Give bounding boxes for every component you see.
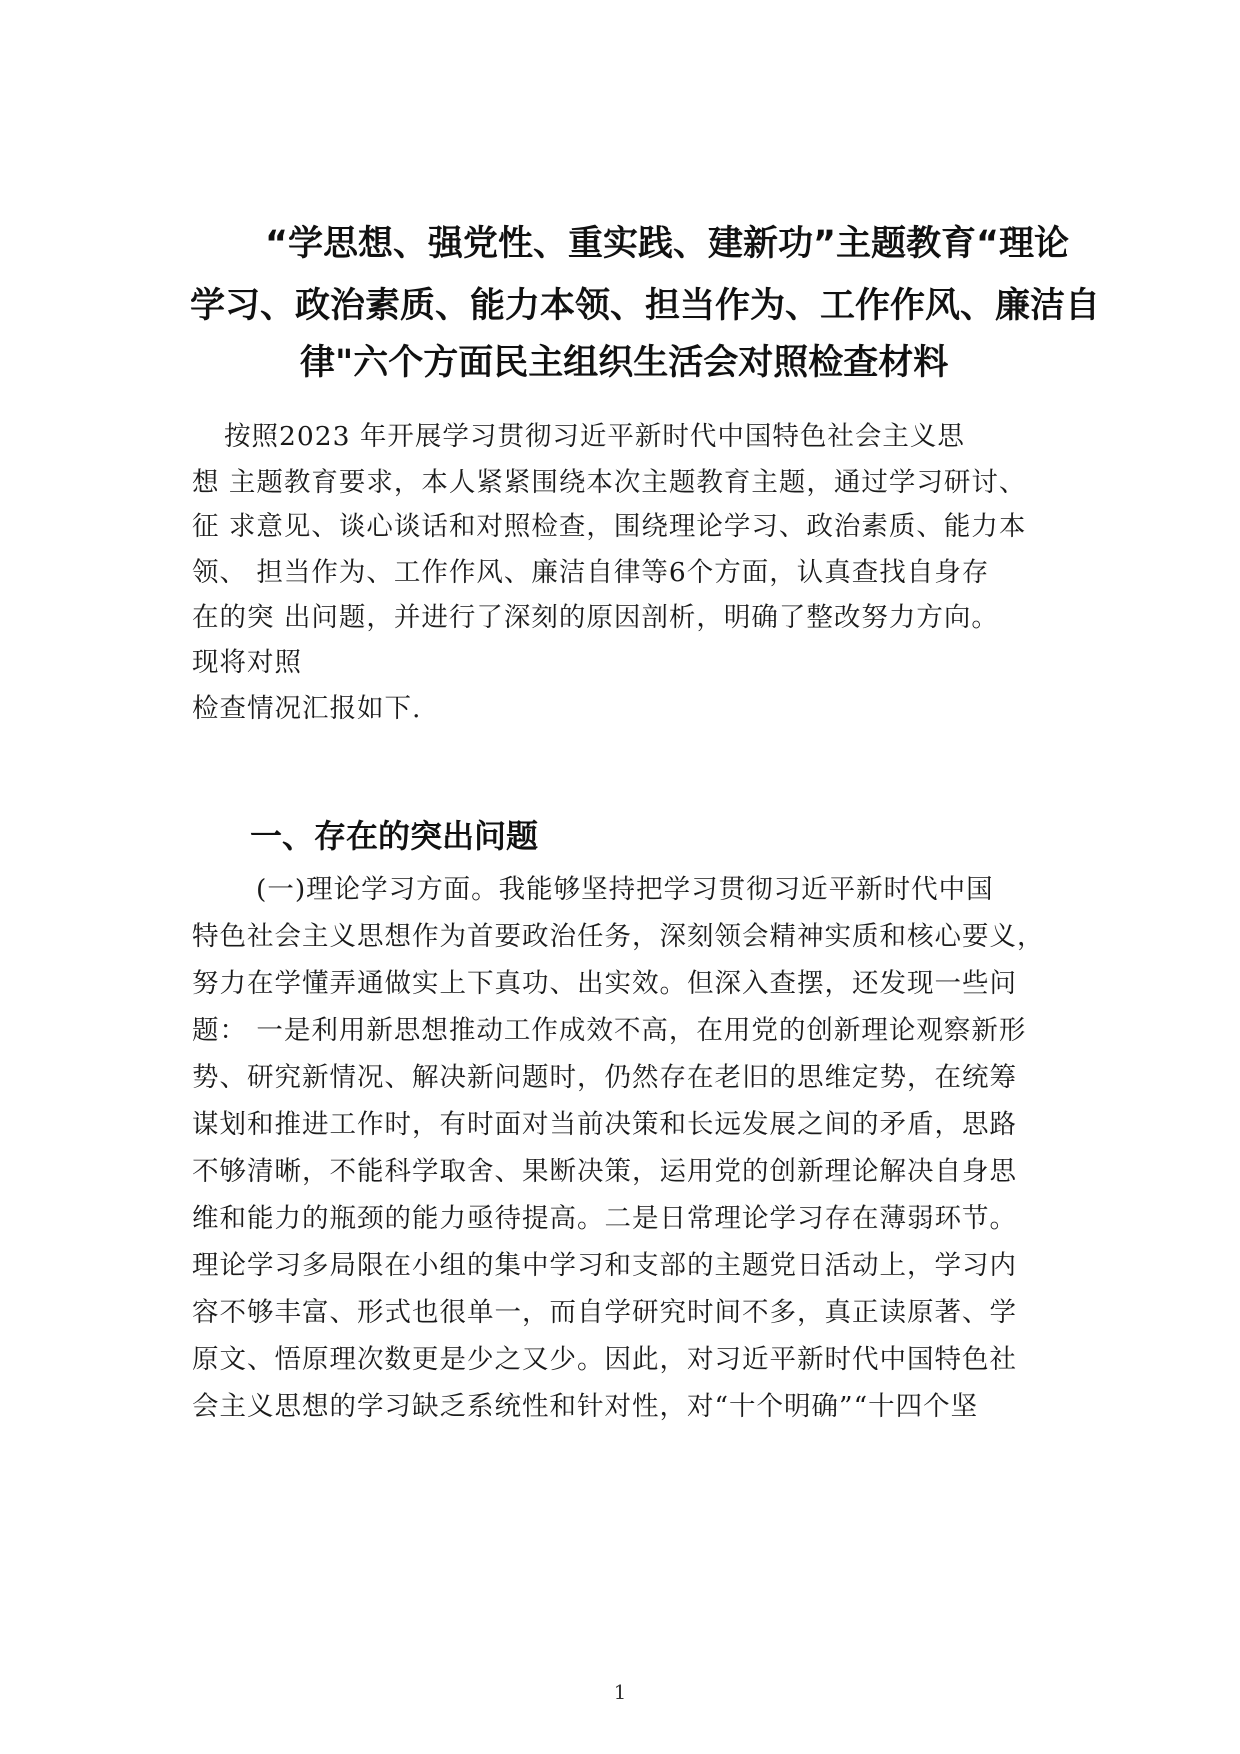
body-line: 努力在学懂弄通做实上下真功、出实效。但深入查摆，还发现一些问	[192, 968, 1017, 999]
body-line: (一)理论学习方面。我能够坚持把学习贯彻习近平新时代中国	[256, 874, 994, 905]
body-line: 维和能力的瓶颈的能力亟待提高。二是日常理论学习存在薄弱环节。	[192, 1203, 1017, 1234]
body-line: 会主义思想的学习缺乏系统性和针对性，对“十个明确”“十四个坚	[192, 1391, 979, 1422]
body-line: 谋划和推进工作时，有时面对当前决策和长远发展之间的矛盾，思路	[192, 1109, 1017, 1140]
body-line: 题： 一是利用新思想推动工作成效不高，在用党的创新理论观察新形	[192, 1015, 1027, 1046]
document-title-line-2: 学习、政治素质、能力本领、担当作为、工作作风、廉洁自	[190, 286, 1101, 326]
body-line: 不够清晰，不能科学取舍、果断决策，运用党的创新理论解决自身思	[192, 1156, 1017, 1187]
body-line: 理论学习多局限在小组的集中学习和支部的主题党日活动上，学习内	[192, 1250, 1017, 1281]
body-line: 势、研究新情况、解决新问题时，仍然存在老旧的思维定势，在统筹	[192, 1062, 1017, 1093]
page-number: 1	[613, 1680, 627, 1704]
intro-line: 想 主题教育要求，本人紧紧围绕本次主题教育主题，通过学习研讨、	[192, 467, 1027, 498]
document-title-line-1: “学思想、强党性、重实践、建新功”主题教育“理论	[265, 224, 1070, 264]
intro-line: 现将对照	[192, 647, 302, 678]
document-title-line-3: 律"六个方面民主组织生活会对照检查材料	[300, 343, 949, 383]
intro-line: 领、 担当作为、工作作风、廉洁自律等6个方面，认真查找自身存	[192, 557, 990, 588]
intro-line: 在的突 出问题，并进行了深刻的原因剖析，明确了整改努力方向。	[192, 602, 999, 633]
intro-line: 按照2023 年开展学习贯彻习近平新时代中国特色社会主义思	[224, 421, 965, 452]
body-line: 特色社会主义思想作为首要政治任务，深刻领会精神实质和核心要义，	[192, 921, 1045, 952]
body-line: 原文、悟原理次数更是少之又少。因此，对习近平新时代中国特色社	[192, 1344, 1017, 1375]
intro-line: 检查情况汇报如下.	[192, 693, 422, 724]
section-heading: 一、存在的突出问题	[250, 817, 539, 855]
body-line: 容不够丰富、形式也很单一，而自学研究时间不多，真正读原著、学	[192, 1297, 1017, 1328]
intro-line: 征 求意见、谈心谈话和对照检查，围绕理论学习、政治素质、能力本	[192, 511, 1027, 542]
